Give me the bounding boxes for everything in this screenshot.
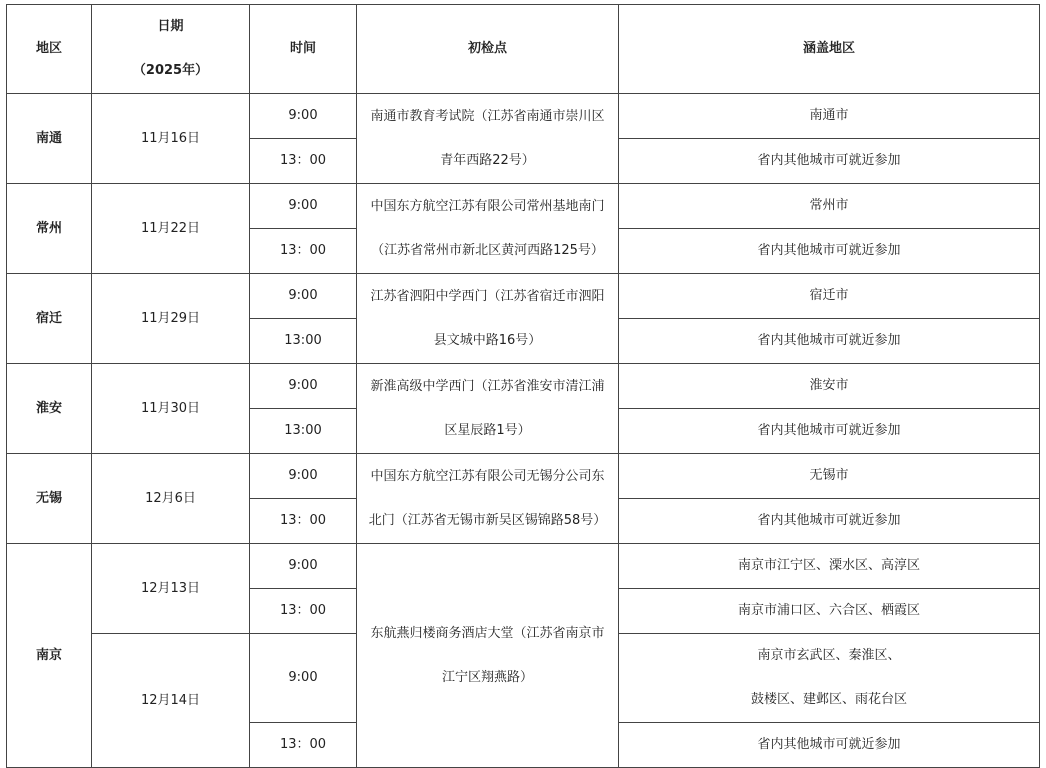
coverage-line: 鼓楼区、建邺区、雨花台区 [750,692,907,707]
coverage-cell: 宿迁市 [619,274,1040,319]
time-cell: 13：00 [250,229,357,274]
time-cell: 9:00 [250,544,357,589]
coverage-cell: 淮安市 [619,364,1040,409]
coverage-cell: 南京市浦口区、六合区、栖霞区 [619,589,1040,634]
coverage-cell: 省内其他城市可就近参加 [619,499,1040,544]
table-row [7,544,1040,589]
header-coverage: 涵盖地区 [619,5,1040,94]
time-cell: 13：00 [250,723,357,768]
location-cell [357,544,619,768]
date-cell: 12月14日 [92,634,250,768]
time-cell: 9:00 [250,184,357,229]
location-line: 新淮高级中学西门（江苏省淮安市清江浦 [370,378,605,394]
coverage-cell: 省内其他城市可就近参加 [619,723,1040,768]
table-row [7,274,1040,319]
location-line: （江苏省常州市新北区黄河西路125号） [371,242,604,258]
location-cell [357,184,619,274]
location-cell [357,274,619,364]
time-cell: 9:00 [250,634,357,723]
schedule-table [6,4,1040,768]
table-row [7,364,1040,409]
location-cell [357,364,619,454]
region-cell: 常州 [7,184,92,274]
coverage-cell: 南通市 [619,94,1040,139]
location-line: 江苏省泗阳中学西门（江苏省宿迁市泗阳 [370,288,605,304]
location-line: 县文城中路16号） [433,332,542,348]
table-row [7,94,1040,139]
time-cell: 13：00 [250,139,357,184]
time-cell: 13：00 [250,499,357,544]
header-checkpoint: 初检点 [357,5,619,94]
location-line: 江宁区翔燕路） [441,669,533,685]
region-cell: 无锡 [7,454,92,544]
time-cell: 13:00 [250,409,357,454]
table-row [7,184,1040,229]
header-row [7,5,1040,94]
coverage-cell: 省内其他城市可就近参加 [619,139,1040,184]
region-cell: 淮安 [7,364,92,454]
location-cell [357,94,619,184]
coverage-cell: 无锡市 [619,454,1040,499]
coverage-cell [619,634,1040,723]
table-row [7,454,1040,499]
header-time: 时间 [250,5,357,94]
location-line: 区星辰路1号） [444,422,531,438]
time-cell: 9:00 [250,274,357,319]
date-cell: 12月13日 [92,544,250,634]
header-date [92,5,250,94]
header-date-line1: 日期 [157,19,184,34]
header-date-line2: （2025年） [132,63,209,78]
time-cell: 9:00 [250,454,357,499]
time-cell: 13：00 [250,589,357,634]
location-line: 北门（江苏省无锡市新吴区锡锦路58号） [368,512,607,528]
header-region: 地区 [7,5,92,94]
date-cell: 12月6日 [92,454,250,544]
location-line: 青年西路22号） [440,152,535,168]
coverage-cell: 省内其他城市可就近参加 [619,409,1040,454]
time-cell: 13:00 [250,319,357,364]
location-line: 南通市教育考试院（江苏省南通市崇川区 [370,108,605,124]
region-cell: 南京 [7,544,92,768]
region-cell: 宿迁 [7,274,92,364]
date-cell: 11月16日 [92,94,250,184]
location-line: 东航燕归楼商务酒店大堂（江苏省南京市 [370,625,605,641]
location-line: 中国东方航空江苏有限公司无锡分公司东 [370,468,605,484]
date-cell: 11月29日 [92,274,250,364]
region-cell: 南通 [7,94,92,184]
date-cell: 11月22日 [92,184,250,274]
location-cell [357,454,619,544]
coverage-cell: 省内其他城市可就近参加 [619,229,1040,274]
coverage-cell: 南京市江宁区、溧水区、高淳区 [619,544,1040,589]
coverage-cell: 省内其他城市可就近参加 [619,319,1040,364]
time-cell: 9:00 [250,94,357,139]
time-cell: 9:00 [250,364,357,409]
date-cell: 11月30日 [92,364,250,454]
coverage-cell: 常州市 [619,184,1040,229]
coverage-line: 南京市玄武区、秦淮区、 [757,648,901,663]
location-line: 中国东方航空江苏有限公司常州基地南门 [370,198,605,214]
